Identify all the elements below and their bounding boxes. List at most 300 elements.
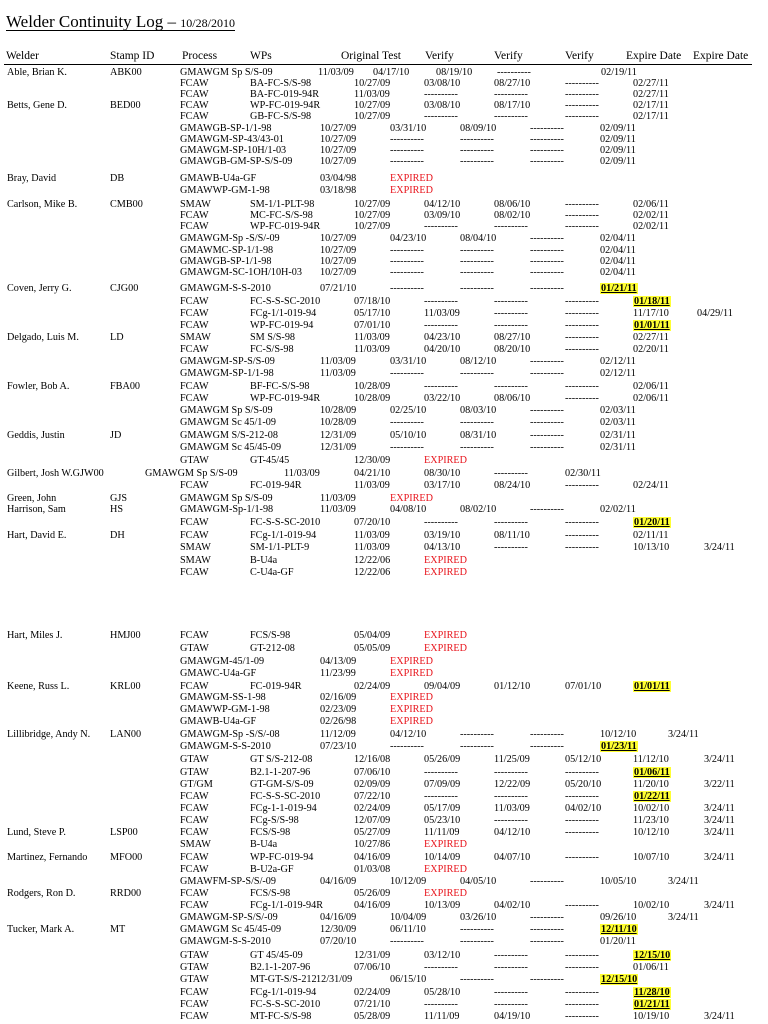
table-cell: 11/03/09 [320,493,356,504]
table-cell: 10/27/09 [354,199,391,210]
table-cell: ---------- [424,999,458,1010]
table-cell: ---------- [424,320,458,331]
table-cell: ---------- [497,67,531,78]
table-cell: ---------- [530,417,564,428]
table-cell: 10/04/09 [390,912,427,923]
col-header-wps: WPs [250,50,272,62]
table-cell: GMAWGB-SP-1/1-98 [180,123,272,134]
status-expired: EXPIRED [424,839,468,850]
table-cell: 10/14/09 [424,852,461,863]
table-cell: MT-FC-S/S-98 [250,1011,312,1022]
table-cell: ---------- [390,368,424,379]
table-cell: 02/02/11 [633,221,669,232]
table-cell: 02/06/11 [633,381,669,392]
col-header-verify-1: Verify [425,50,454,62]
table-cell: GMAWGB-SP-1/1-98 [180,256,272,267]
table-cell: 02/12/11 [600,356,636,367]
table-cell: MC-FC-S/S-98 [250,210,313,221]
table-cell: ---------- [530,974,564,985]
highlighted-expire-date: 12/15/10 [601,974,638,985]
table-cell: 02/06/11 [633,199,669,210]
highlighted-expire-date: 01/21/11 [634,999,670,1010]
table-cell: 02/16/09 [320,692,357,703]
table-cell: B2.1-1-207-96 [250,767,311,778]
table-cell: Tucker, Mark A. [7,924,75,935]
table-cell: GJS [110,493,127,504]
highlighted-expire-date: 12/15/10 [634,950,671,961]
table-cell: ---------- [460,256,494,267]
table-cell: 10/27/09 [320,233,357,244]
table-cell: 08/27/10 [494,78,531,89]
table-cell: 10/27/09 [320,156,357,167]
table-cell: ---------- [565,100,599,111]
table-cell: 08/03/10 [460,405,497,416]
table-cell: FC-S-S-SC-2010 [250,999,321,1010]
table-cell: 04/13/10 [424,542,461,553]
table-cell: Gilbert, Josh W.GJW00 [7,468,104,479]
table-cell: 10/28/09 [320,417,357,428]
table-cell: ---------- [494,767,528,778]
table-cell: ---------- [565,517,599,528]
table-cell: FCAW [180,791,209,802]
table-cell: ---------- [530,123,564,134]
table-cell: 05/17/09 [424,803,461,814]
table-cell: 12/16/08 [354,754,391,765]
table-cell: ---------- [565,210,599,221]
table-cell: 10/27/86 [354,839,391,850]
table-cell: 12/31/09 [320,442,357,453]
table-cell: 11/03/09 [284,468,320,479]
table-cell: 07/23/10 [320,741,357,752]
highlighted-expire-date: 01/01/11 [634,681,670,692]
table-cell: 3/24/11 [668,876,699,887]
table-cell: WP-FC-019-94R [250,221,321,232]
table-cell: ---------- [494,962,528,973]
table-cell: 04/23/10 [390,233,427,244]
table-cell: GMAWGM-Sp -S/S/-09 [180,233,280,244]
table-cell: FCAW [180,827,209,838]
table-cell: 03/18/98 [320,185,357,196]
table-cell: 07/21/10 [320,283,357,294]
table-cell: ---------- [494,517,528,528]
table-cell: 02/17/11 [633,100,669,111]
table-cell: GT-GM-S/S-09 [250,779,314,790]
table-cell: 08/20/10 [494,344,531,355]
table-cell: 3/22/11 [704,779,735,790]
table-cell: GMAWB-U4a-GF [180,716,257,727]
table-cell: ---------- [530,256,564,267]
table-cell: FCAW [180,900,209,911]
table-cell: ---------- [530,368,564,379]
table-cell: 03/22/10 [424,393,461,404]
table-cell: GMAWGM-S-S-2010 [180,283,271,294]
table-cell: FCAW [180,815,209,826]
table-cell: 11/03/09 [320,356,356,367]
table-cell: ---------- [460,442,494,453]
table-cell: 07/22/10 [354,791,391,802]
table-cell: Martinez, Fernando [7,852,88,863]
highlighted-expire-date: 01/21/11 [601,283,637,294]
table-cell: ---------- [390,245,424,256]
table-cell: FCAW [180,480,209,491]
table-cell: BA-FC-019-94R [250,89,320,100]
table-cell: FCAW [180,852,209,863]
table-cell: 04/13/09 [320,656,357,667]
table-cell: 04/16/09 [354,900,391,911]
table-cell: 3/24/11 [704,827,735,838]
table-cell: GT/GM [180,779,213,790]
table-cell: 09/04/09 [424,681,461,692]
col-header-verify-3: Verify [565,50,594,62]
table-cell: GMAWGM-S-S-2010 [180,741,271,752]
table-cell: ---------- [530,504,564,515]
table-cell: 02/24/11 [633,480,669,491]
table-cell: ---------- [494,308,528,319]
table-cell: 07/21/10 [354,999,391,1010]
table-cell: ---------- [565,767,599,778]
table-cell: 10/27/09 [320,256,357,267]
table-cell: 04/19/10 [494,1011,531,1022]
col-header-process: Process [182,50,218,62]
table-cell: Hart, David E. [7,530,67,541]
table-cell: 08/09/10 [460,123,497,134]
table-cell: ---------- [494,296,528,307]
table-cell: ---------- [530,442,564,453]
table-cell: 02/19/11 [601,67,637,78]
table-cell: WP-FC-019-94R [250,393,321,404]
table-cell: FCAW [180,78,209,89]
table-cell: DB [110,173,125,184]
table-cell: Lillibridge, Andy N. [7,729,91,740]
status-expired: EXPIRED [390,656,434,667]
table-cell: Geddis, Justin [7,430,65,441]
table-cell: ---------- [530,741,564,752]
table-cell: 3/24/11 [704,803,735,814]
table-cell: SMAW [180,332,211,343]
table-cell: FCAW [180,210,209,221]
table-cell: 09/26/10 [600,912,637,923]
table-cell [633,999,671,1010]
table-cell: 08/24/10 [494,480,531,491]
table-cell: ---------- [565,78,599,89]
status-expired: EXPIRED [424,888,468,899]
table-cell: 10/27/09 [354,221,391,232]
table-cell: 11/03/09 [354,332,390,343]
table-cell: 12/07/09 [354,815,391,826]
table-cell: Coven, Jerry G. [7,283,72,294]
table-cell: 3/24/11 [704,542,735,553]
table-cell: 08/04/10 [460,233,497,244]
table-cell: 02/11/11 [633,530,669,541]
table-cell: ---------- [460,974,494,985]
table-cell: 05/23/10 [424,815,461,826]
table-cell: 11/23/99 [320,668,356,679]
table-cell: ---------- [565,480,599,491]
table-cell: FCAW [180,393,209,404]
highlighted-expire-date: 01/22/11 [634,791,670,802]
table-cell: GMAWGM Sc 45/1-09 [180,417,276,428]
table-cell: 08/11/10 [494,530,530,541]
table-cell: 10/27/09 [320,245,357,256]
table-cell: ---------- [494,221,528,232]
table-cell: 04/23/10 [424,332,461,343]
status-expired: EXPIRED [390,173,434,184]
table-cell: RRD00 [110,888,142,899]
table-cell: ---------- [565,950,599,961]
table-cell: 03/04/98 [320,173,357,184]
table-cell: GMAWGM-SP-S/S-09 [180,356,275,367]
table-cell: 05/17/10 [354,308,391,319]
table-cell: ---------- [460,267,494,278]
table-cell: ---------- [565,530,599,541]
table-cell [633,517,671,528]
table-cell: 3/24/11 [704,852,735,863]
table-cell: 03/08/10 [424,100,461,111]
table-cell: FCAW [180,681,209,692]
status-expired: EXPIRED [424,567,468,578]
table-cell: 02/09/09 [354,779,391,790]
table-cell: 12/22/06 [354,567,391,578]
table-cell: GTAW [180,455,209,466]
table-cell: 04/12/10 [390,729,427,740]
table-cell: 02/27/11 [633,332,669,343]
table-cell: GT-212-08 [250,643,295,654]
table-cell: 02/06/11 [633,393,669,404]
table-cell: ---------- [530,430,564,441]
table-cell: ---------- [565,320,599,331]
table-cell: WP-FC-019-94R [250,100,321,111]
table-cell: 11/03/09 [320,368,356,379]
table-cell: ---------- [460,729,494,740]
table-cell: 02/31/11 [600,430,636,441]
table-cell: 02/09/11 [600,156,636,167]
table-cell: 04/16/09 [320,912,357,923]
table-cell: 11/03/09 [424,308,460,319]
table-cell: 08/02/10 [460,504,497,515]
table-cell: FCg-1-1-019-94 [250,803,317,814]
table-cell: ---------- [494,999,528,1010]
table-cell: 11/03/09 [318,67,354,78]
table-cell: 12/31/09 [320,430,357,441]
table-cell: ---------- [565,89,599,100]
table-cell: GMAWB-U4a-GF [180,173,257,184]
table-cell: GMAWWP-GM-1-98 [180,185,270,196]
table-cell: GMAWGM-SP-10H/1-03 [180,145,287,156]
table-cell: ---------- [530,283,564,294]
table-cell: ---------- [460,417,494,428]
table-cell: 06/15/10 [390,974,427,985]
table-cell: GT-45/45 [250,455,290,466]
table-cell: 02/09/11 [600,134,636,145]
table-cell: FCS/S-98 [250,827,291,838]
table-cell: ---------- [390,936,424,947]
table-cell: ---------- [494,950,528,961]
table-cell: 3/24/11 [704,900,735,911]
table-cell: Hart, Miles J. [7,630,63,641]
table-cell: ---------- [565,221,599,232]
table-cell: 10/28/09 [320,405,357,416]
table-cell: FC-S-S-SC-2010 [250,296,321,307]
table-cell: HMJ00 [110,630,141,641]
table-cell: 10/27/09 [320,123,357,134]
table-cell: 10/28/09 [354,381,391,392]
table-cell: FCAW [180,888,209,899]
table-cell: ---------- [494,987,528,998]
table-cell: 12/31/09 [354,950,391,961]
table-cell: 08/31/10 [460,430,497,441]
table-cell: 02/27/11 [633,78,669,89]
table-cell: ---------- [494,815,528,826]
table-cell: 02/03/11 [600,417,636,428]
table-cell: 05/26/09 [354,888,391,899]
status-expired: EXPIRED [390,668,434,679]
table-cell: ---------- [494,381,528,392]
table-cell: GMAWGM-SP-43/43-01 [180,134,284,145]
table-cell: 07/20/10 [320,936,357,947]
table-cell [633,767,671,778]
table-cell: 05/05/09 [354,643,391,654]
table-cell: LSP00 [110,827,138,838]
table-cell: Green, John [7,493,57,504]
table-cell: SM-1/1-PLT-98 [250,199,315,210]
table-cell: GMAWGM-45/1-09 [180,656,265,667]
table-cell: 02/26/98 [320,716,357,727]
table-cell: ---------- [460,741,494,752]
table-cell: FCg-1/1-019-94 [250,987,317,998]
table-cell: 3/24/11 [668,729,699,740]
table-cell: FCAW [180,567,209,578]
table-cell: GT S/S-212-08 [250,754,313,765]
table-cell: GMAWGM-Sp -S/S/-08 [180,729,280,740]
table-cell: 02/03/11 [600,405,636,416]
table-cell: ---------- [424,767,458,778]
table-cell: FCAW [180,111,209,122]
table-cell [600,283,638,294]
table-cell: FCAW [180,630,209,641]
table-cell: SMAW [180,542,211,553]
table-cell: 01/06/11 [633,962,669,973]
table-cell: 03/31/10 [390,123,427,134]
table-cell: 02/04/11 [600,233,636,244]
table-cell: FCg-1/1-019-94 [250,308,317,319]
col-header-expire-date-2: Expire Date [693,50,749,62]
table-cell: 03/26/10 [460,912,497,923]
table-cell: 05/26/09 [424,754,461,765]
table-cell: 12/30/09 [320,924,357,935]
table-cell: 02/25/10 [390,405,427,416]
table-cell: SMAW [180,199,211,210]
table-cell: JD [110,430,122,441]
table-cell: 04/16/09 [320,876,357,887]
table-cell: ---------- [424,111,458,122]
table-cell: CMB00 [110,199,143,210]
table-cell: GMAWC-U4a-GF [180,668,257,679]
table-cell: 08/19/10 [436,67,473,78]
table-cell: 07/09/09 [424,779,461,790]
table-cell: ---------- [565,542,599,553]
table-cell: ---------- [460,156,494,167]
status-expired: EXPIRED [390,493,434,504]
col-header-welder: Welder [6,50,39,62]
table-cell: KRL00 [110,681,141,692]
table-cell: 10/27/09 [320,145,357,156]
table-cell: BF-FC-S/S-98 [250,381,310,392]
table-cell: ---------- [565,852,599,863]
table-cell: 04/02/10 [565,803,602,814]
highlighted-expire-date: 11/28/10 [634,987,670,998]
table-cell: ---------- [424,221,458,232]
table-cell: FC-S/S-98 [250,344,294,355]
status-expired: EXPIRED [390,704,434,715]
table-cell: 04/20/10 [424,344,461,355]
table-cell: ---------- [565,296,599,307]
table-cell: ---------- [565,332,599,343]
table-cell: LD [110,332,124,343]
table-cell: GMAWGM-SP-S/S/-09 [180,912,278,923]
table-cell: 01/03/08 [354,864,391,875]
table-cell: ---------- [530,405,564,416]
table-cell: 05/28/10 [424,987,461,998]
table-cell: GMAWGM Sp S/S-09 [180,493,273,504]
table-cell: 3/24/11 [704,815,735,826]
table-cell: FCAW [180,864,209,875]
table-cell: Carlson, Mike B. [7,199,78,210]
table-cell: ---------- [424,517,458,528]
table-cell: ---------- [460,245,494,256]
table-cell: 02/27/11 [633,89,669,100]
table-cell: ---------- [424,381,458,392]
table-cell: 11/23/10 [633,815,669,826]
table-cell: 08/06/10 [494,393,531,404]
table-cell: ---------- [390,417,424,428]
table-cell: 10/27/09 [320,134,357,145]
table-cell: ---------- [494,111,528,122]
highlighted-expire-date: 01/20/11 [634,517,670,528]
table-cell: 03/31/10 [390,356,427,367]
table-cell: ABK00 [110,67,142,78]
table-cell: FCAW [180,320,209,331]
table-cell: GTAW [180,754,209,765]
highlighted-expire-date: 01/23/11 [601,741,637,752]
highlighted-expire-date: 01/06/11 [634,767,670,778]
table-cell: 04/12/10 [424,199,461,210]
table-cell [633,791,671,802]
table-cell: 08/06/10 [494,199,531,210]
table-cell: 10/28/09 [354,393,391,404]
highlighted-expire-date: 01/18/11 [634,296,670,307]
table-cell: 05/28/09 [354,1011,391,1022]
table-cell: 01/20/11 [600,936,636,947]
table-cell: 10/12/10 [600,729,637,740]
table-cell: 05/04/09 [354,630,391,641]
table-cell: 03/09/10 [424,210,461,221]
table-cell: 11/03/09 [354,480,390,491]
table-cell: ---------- [460,283,494,294]
table-cell: 04/29/11 [697,308,733,319]
table-cell: ---------- [530,145,564,156]
table-cell: FC-S-S-SC-2010 [250,791,321,802]
table-cell: 11/03/09 [354,542,390,553]
table-cell: ---------- [390,741,424,752]
table-cell [633,950,671,961]
table-cell: ---------- [494,468,528,479]
table-cell: 11/03/09 [354,89,390,100]
table-cell: ---------- [494,89,528,100]
table-cell [600,741,638,752]
table-cell: GMAWGM-SS-1-98 [180,692,266,703]
table-cell: 10/13/10 [633,542,670,553]
table-cell: GTAW [180,643,209,654]
